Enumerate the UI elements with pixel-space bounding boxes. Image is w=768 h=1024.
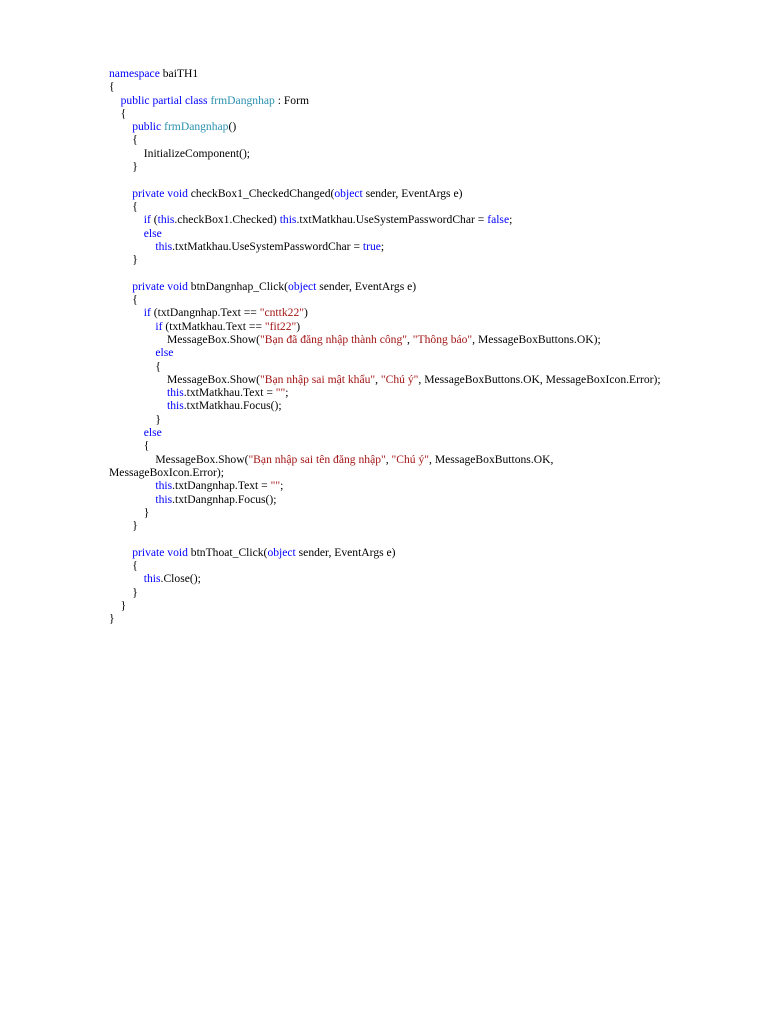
code-token-kw: else [155, 346, 174, 360]
code-token-txt [109, 120, 132, 133]
code-line [109, 493, 729, 506]
code-line [109, 266, 729, 279]
code-token-txt [109, 187, 132, 200]
code-token-txt: .txtMatkhau.UseSystemPasswordChar = [172, 239, 363, 253]
code-line [109, 506, 729, 519]
code-token-txt: (txtDangnhap.Text == [150, 306, 260, 320]
code-token-txt: sender, EventArgs e) [316, 279, 417, 293]
code-token-txt: { [109, 80, 115, 94]
code-token-txt [109, 546, 132, 559]
code-token-txt [109, 346, 155, 359]
code-line [109, 532, 729, 545]
code-token-txt: , MessageBoxButtons.OK, [429, 452, 554, 466]
code-token-txt: ; [285, 386, 289, 400]
code-token-txt: ; [380, 239, 385, 253]
code-token-txt: { [109, 439, 150, 453]
code-token-txt [109, 572, 144, 585]
code-token-txt: ; [509, 213, 513, 227]
code-token-txt: : Form [274, 93, 309, 107]
code-token-kw: this [166, 399, 184, 413]
code-token-kw: this [279, 213, 297, 227]
code-token-txt [109, 280, 132, 293]
code-line [109, 147, 729, 160]
code-token-kw: false [487, 213, 510, 227]
code-token-kw: object [334, 186, 363, 200]
code-line [109, 426, 729, 439]
code-token-txt: } [109, 598, 127, 612]
code-token-txt: { [109, 293, 138, 307]
code-token-txt [109, 213, 144, 226]
code-token-txt [109, 479, 155, 492]
code-token-txt: , [407, 332, 413, 346]
code-line [109, 293, 729, 306]
code-token-txt: { [109, 199, 138, 213]
code-token-txt: () [228, 120, 237, 134]
code-token-txt: sender, EventArgs e) [362, 186, 463, 200]
code-token-txt: MessageBox.Show( [109, 452, 249, 466]
code-token-txt [109, 94, 121, 107]
code-line [109, 572, 729, 585]
code-token-txt: checkBox1_CheckedChanged( [187, 186, 335, 200]
code-line [109, 133, 729, 146]
code-token-txt [109, 493, 155, 506]
code-token-kw: true [362, 239, 381, 253]
code-token-txt: .txtMatkhau.Text = [183, 386, 276, 400]
code-token-kw: else [143, 226, 162, 240]
code-token-kw: if [155, 319, 163, 333]
code-token-txt: , [375, 372, 381, 386]
code-token-txt: } [109, 519, 138, 533]
code-token-kw: else [143, 426, 162, 440]
code-line [109, 200, 729, 213]
code-token-txt: btnThoat_Click( [187, 545, 268, 559]
code-token-txt [109, 240, 155, 253]
code-token-txt: ) [303, 306, 308, 320]
code-token-str: "" [275, 386, 286, 400]
code-token-kw: public partial class [120, 93, 208, 107]
code-line [109, 373, 729, 386]
code-token-str: "Bạn nhập sai mật khẩu" [260, 372, 376, 386]
code-line [109, 559, 729, 572]
code-token-txt: .checkBox1.Checked) [174, 213, 280, 227]
code-token-txt: btnDangnhap_Click( [187, 279, 289, 293]
code-token-txt: InitializeComponent(); [109, 146, 251, 160]
code-line [109, 107, 729, 120]
code-token-txt: .txtDangnhap.Focus(); [172, 492, 277, 506]
code-token-txt: } [109, 612, 115, 626]
code-token-txt: } [109, 253, 138, 267]
code-token-txt: } [109, 585, 138, 599]
code-token-txt: .txtMatkhau.Focus(); [183, 399, 282, 413]
code-token-txt: { [109, 359, 161, 373]
code-token-kw: this [155, 239, 173, 253]
code-token-txt [109, 399, 167, 412]
code-token-kw: this [155, 479, 173, 493]
code-line [109, 160, 729, 173]
code-token-txt: ) [296, 319, 301, 333]
code-token-kw: this [155, 492, 173, 506]
code-line [109, 173, 729, 186]
code-token-kw: public [132, 120, 162, 134]
code-line [109, 399, 729, 412]
code-token-txt: .txtMatkhau.UseSystemPasswordChar = [296, 213, 488, 227]
code-token-str: "" [270, 479, 281, 493]
code-token-kw: private void [132, 186, 188, 200]
code-line [109, 227, 729, 240]
code-token-txt: , MessageBoxButtons.OK, MessageBoxIcon.Error); [418, 372, 661, 386]
code-token-kw: private void [132, 545, 188, 559]
code-line [109, 466, 729, 479]
code-line [109, 80, 729, 93]
code-line [109, 453, 729, 466]
code-token-txt: { [109, 106, 127, 120]
code-line [109, 253, 729, 266]
code-token-txt: , [385, 452, 392, 466]
code-line [109, 320, 729, 333]
code-token-str: "Bạn đã đăng nhập thành công" [260, 332, 407, 346]
code-token-txt: } [109, 505, 150, 519]
code-line [109, 413, 729, 426]
code-token-typ: frmDangnhap [164, 120, 229, 134]
code-line [109, 187, 729, 200]
code-listing [109, 67, 729, 625]
code-token-txt: baiTH1 [159, 67, 199, 80]
code-token-txt: } [109, 412, 161, 426]
code-token-kw: this [143, 572, 161, 586]
code-token-str: "cnttk22" [259, 306, 304, 320]
code-line [109, 612, 729, 625]
code-token-txt: (txtMatkhau.Text == [162, 319, 265, 333]
code-line [109, 67, 729, 80]
code-token-typ: frmDangnhap [210, 93, 275, 107]
code-token-txt: ( [150, 213, 158, 227]
code-token-txt: ; [280, 479, 284, 493]
code-token-kw: object [288, 279, 317, 293]
code-line [109, 360, 729, 373]
code-token-txt [109, 426, 144, 439]
code-token-txt [109, 386, 167, 399]
code-token-txt: MessageBox.Show( [109, 332, 261, 346]
code-line [109, 333, 729, 346]
code-token-txt: .Close(); [160, 572, 201, 586]
code-token-kw: if [143, 306, 151, 320]
code-token-txt: MessageBoxIcon.Error); [109, 465, 224, 479]
code-token-kw: object [267, 545, 296, 559]
code-token-str: "Chú ý" [380, 372, 419, 386]
code-token-txt: { [109, 133, 138, 147]
code-token-kw: this [157, 213, 175, 227]
code-token-txt: , MessageBoxButtons.OK); [472, 332, 601, 346]
code-token-kw: private void [132, 279, 188, 293]
code-line [109, 386, 729, 399]
code-token-txt: sender, EventArgs e) [295, 545, 396, 559]
code-token-str: "Thông báo" [412, 332, 473, 346]
code-line [109, 599, 729, 612]
code-token-kw: this [166, 386, 184, 400]
code-line [109, 306, 729, 319]
code-token-str: "Chú ý" [391, 452, 430, 466]
code-token-txt: MessageBox.Show( [109, 372, 261, 386]
code-token-kw: if [143, 213, 151, 227]
code-token-str: "Bạn nhập sai tên đăng nhập" [248, 452, 386, 466]
code-token-txt [109, 320, 155, 333]
code-line [109, 94, 729, 107]
code-line [109, 439, 729, 452]
code-line [109, 240, 729, 253]
code-token-str: "fit22" [264, 319, 297, 333]
code-line [109, 479, 729, 492]
code-line [109, 346, 729, 359]
code-line [109, 519, 729, 532]
code-line [109, 213, 729, 226]
code-token-txt: .txtDangnhap.Text = [172, 479, 271, 493]
code-line [109, 546, 729, 559]
code-line [109, 586, 729, 599]
code-token-txt [109, 306, 144, 319]
code-token-txt [109, 227, 144, 240]
code-token-txt: } [109, 160, 138, 174]
code-token-txt: { [109, 558, 138, 572]
code-line [109, 120, 729, 133]
code-line [109, 280, 729, 293]
code-token-kw: namespace [109, 67, 160, 80]
